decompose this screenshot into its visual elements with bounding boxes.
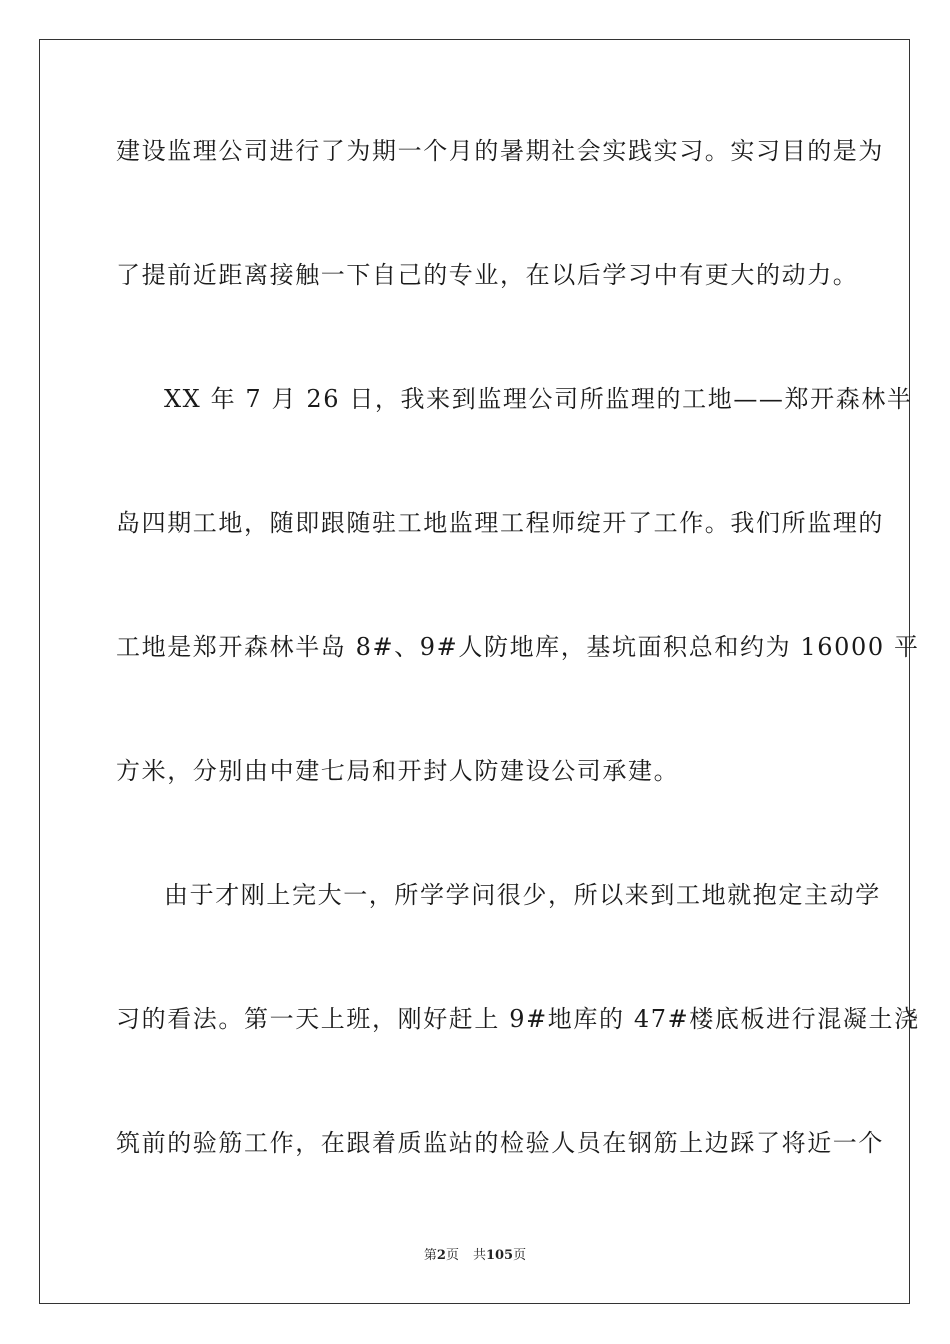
total-suffix: 页 <box>513 1248 527 1263</box>
page-footer <box>0 1248 950 1264</box>
body-line-6: 方米，分别由中建七局和开封人防建设公司承建。 <box>116 757 680 785</box>
total-pages: 105 <box>485 1248 514 1263</box>
body-line-3: XX 年 7 月 26 日，我来到监理公司所监理的工地——郑开森林半 <box>164 385 913 413</box>
body-line-7: 由于才刚上完大一，所学学问很少，所以来到工地就抱定主动学 <box>164 881 881 909</box>
page-border <box>39 39 920 1304</box>
page-prefix: 第 <box>423 1248 437 1263</box>
body-line-2: 了提前近距离接触一下自己的专业，在以后学习中有更大的动力。 <box>116 261 859 289</box>
page-number: 2 <box>436 1248 446 1263</box>
body-line-4: 岛四期工地，随即跟随驻工地监理工程师绽开了工作。我们所监理的 <box>116 509 884 537</box>
body-line-8: 习的看法。第一天上班，刚好赶上 9#地库的 47#楼底板进行混凝土浇 <box>116 1005 920 1033</box>
body-line-9: 筑前的验筋工作，在跟着质监站的检验人员在钢筋上边踩了将近一个 <box>116 1129 884 1157</box>
body-line-1: 建设监理公司进行了为期一个月的暑期社会实践实习。实习目的是为 <box>116 137 884 165</box>
body-line-5: 工地是郑开森林半岛 8#、9#人防地库，基坑面积总和约为 16000 平 <box>116 633 920 661</box>
total-prefix: 共 <box>472 1248 486 1263</box>
page-suffix: 页 <box>445 1248 459 1263</box>
